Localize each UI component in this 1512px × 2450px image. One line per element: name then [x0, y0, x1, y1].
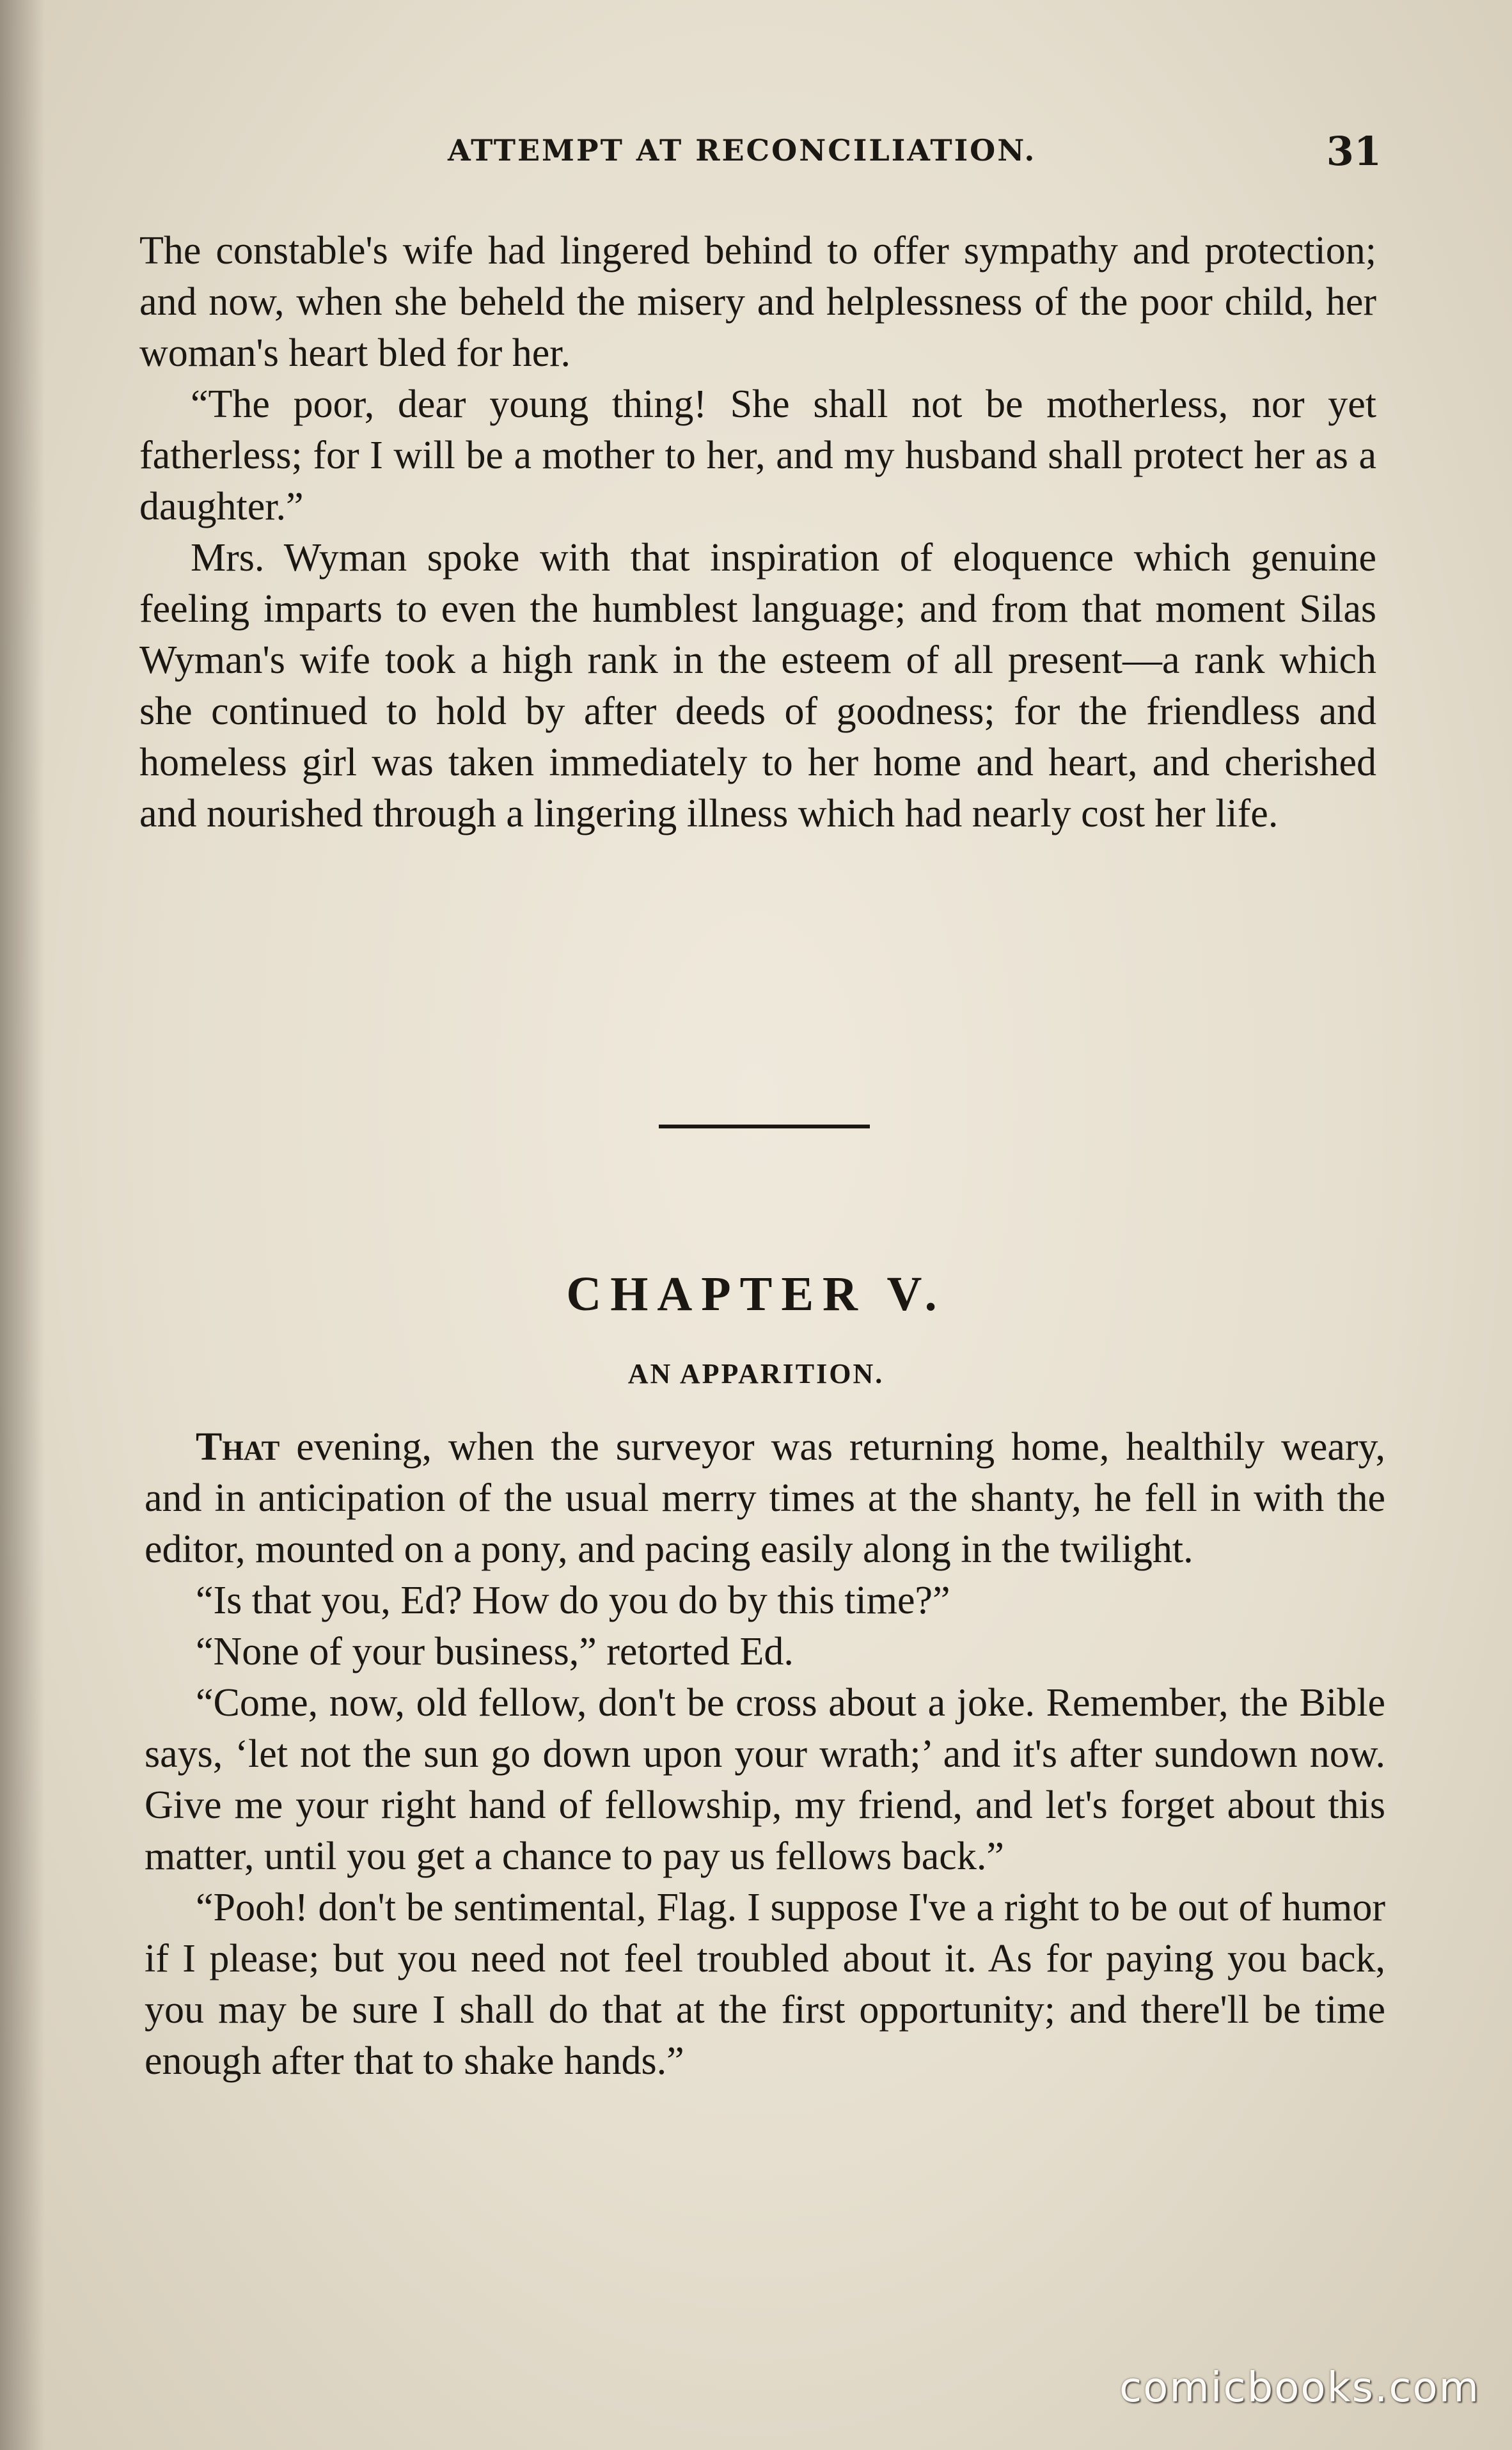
chapter-subtitle: AN APPARITION. — [627, 1358, 885, 1389]
page-edge-shadow — [0, 0, 45, 2450]
paragraph: “Come, now, old fellow, don't be cross about a joke. Remember, the Bible says, ‘let not the sun go down upon your wrath;’ and it's after sundown now. Give me your right hand of fellowship, my friend, and let's forget about this matter, until you get a chance to pay us fellows back.” — [145, 1681, 1385, 1878]
drop-word: That — [196, 1425, 280, 1469]
section-1-text — [139, 225, 1376, 839]
chapter-title: CHAPTER V. — [566, 1267, 946, 1321]
running-title: ATTEMPT AT RECONCILIATION. — [448, 133, 1037, 168]
running-header — [141, 128, 1382, 179]
paragraph: “None of your business,” retorted Ed. — [196, 1630, 794, 1673]
paragraph-body: evening, when the surveyor was returning home, healthily weary, and in anticipation of the usual merry times at the shanty, he fell in with the editor, mounted on a pony, and pacing easily along in the twilight. — [145, 1425, 1385, 1571]
section-divider-rule — [659, 1125, 870, 1128]
paragraph: “Pooh! don't be sentimental, Flag. I suppose I've a right to be out of humor if I please; but you need not feel troubled about it. As for paying you back, you may be sure I shall do that at the first opportunity; and there'll be time enough after that to shake hands.” — [145, 1886, 1385, 2083]
page-number: 31 — [1326, 128, 1382, 175]
paragraph: “The poor, dear young thing! She shall not be motherless, nor yet fatherless; for I will be a mother to her, and my husband shall protect her as a daughter.” — [139, 383, 1376, 528]
paragraph: “Is that you, Ed? How do you do by this time?” — [196, 1579, 950, 1622]
paragraph: The constable's wife had lingered behind to offer sympathy and protection; and now, when she beheld the misery and helplessness of the poor child, her woman's heart bled for her. — [139, 229, 1376, 375]
watermark-text: comicbooks.com — [1119, 2364, 1480, 2412]
paragraph — [145, 1421, 1385, 1575]
paragraph: Mrs. Wyman spoke with that inspiration of eloquence which genuine feeling imparts to even the humblest language; and from that moment Silas Wyman's wife took a high rank in the esteem of all present—a rank which she continued to hold by after deeds of goodness; for the friendless and homeless girl was taken immediately to her home and heart, and cherished and nourished through a lingering illness which had nearly cost her life. — [139, 536, 1376, 835]
section-2-text — [145, 1421, 1385, 2087]
